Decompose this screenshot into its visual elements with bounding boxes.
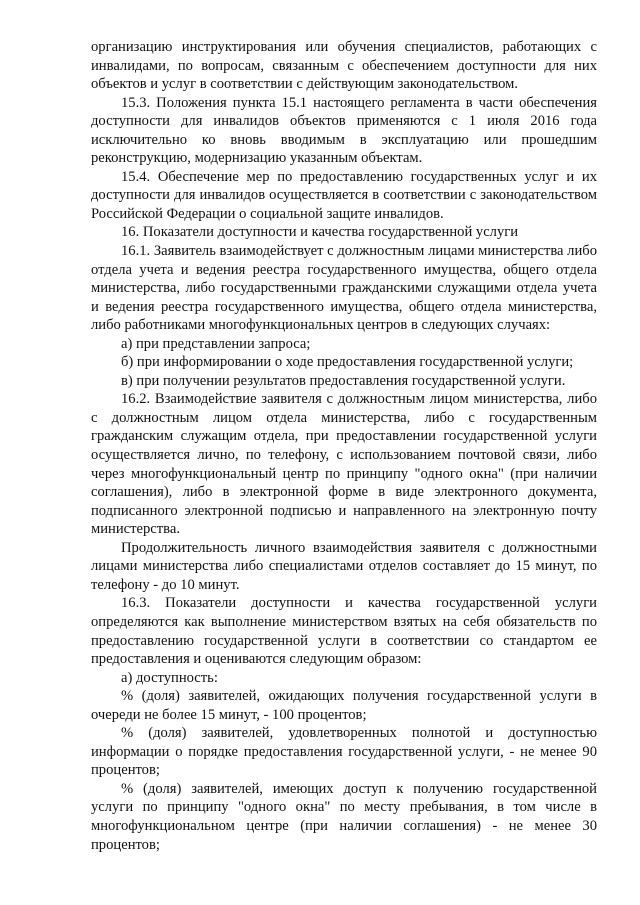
document-page <box>91 38 597 854</box>
paragraph-16-2: 16.2. Взаимодействие заявителя с должностным лицом министерства, либо с должностным лицом отдела министерства, либо с государственным гражданским служащим отдела, при предоставлении государственной услуги осуществляется лично, по телефону, с использованием почтовой связи, либо через многофункциональный центр по принципу "одного окна" (при наличии соглашения), либо в электронной форме в виде электронного документа, подписанного электронной подписью и направленного на электронную почту министерства. <box>91 391 597 538</box>
paragraph-15-3: 15.3. Положения пункта 15.1 настоящего регламента в части обеспечения доступности для инвалидов объектов применяются с 1 июля 2016 года исключительно ко вновь вводимым в эксплуатацию или прошедшим реконструкцию, модернизацию указанным объектам. <box>91 94 597 167</box>
section-heading-16: 16. Показатели доступности и качества государственной услуги <box>121 224 519 241</box>
list-item-a-accessibility: а) доступность: <box>121 669 218 686</box>
paragraph-16-3: 16.3. Показатели доступности и качества государственной услуги определяются как выполнение министерством взятых на себя обязательств по предоставлению государственной услуги в соответствии со стандартом ее предоставления и оцениваются следующим образом: <box>91 595 597 668</box>
list-item-b-informing: б) при информировании о ходе предоставления государственной услуги; <box>121 354 574 371</box>
paragraph-duration: Продолжительность личного взаимодействия заявителя с должностными лицами министерства либо специалистами отделов составляет до 15 минут, по телефону - до 10 минут. <box>91 539 597 593</box>
paragraph-satisfied-share: % (доля) заявителей, удовлетворенных полнотой и доступностью информации о порядке предоставления государственной услуги, - не менее 90 процентов; <box>91 725 597 779</box>
paragraph-16-1: 16.1. Заявитель взаимодействует с должностным лицами министерства либо отдела учета и ведения реестра государственного имущества, общего отдела министерства, либо государственными гражданскими служащими отдела учета и ведения реестра государственного имущества, общего отдела министерства, либо работниками многофункциональных центров в следующих случаях: <box>91 243 597 334</box>
paragraph-queue-share: % (доля) заявителей, ожидающих получения государственной услуги в очереди не более 15 минут, - 100 процентов; <box>91 688 597 723</box>
list-item-c-results: в) при получении результатов предоставления государственной услуги. <box>121 372 566 389</box>
paragraph-one-window-share: % (доля) заявителей, имеющих доступ к получению государственной услуги по принципу "одного окна" по месту пребывания, в том числе в многофункциональном центре (при наличии соглашения) - не менее 30 процентов; <box>91 780 597 853</box>
paragraph-training-specialists: организацию инструктирования или обучения специалистов, работающих с инвалидами, по вопросам, связанным с обеспечением доступности для них объектов и услуг в соответствии с действующим законодательством. <box>91 39 597 93</box>
paragraph-15-4: 15.4. Обеспечение мер по предоставлению государственных услуг и их доступности для инвалидов осуществляется в соответствии с законодательством Российской Федерации о социальной защите инвалидов. <box>91 168 597 222</box>
list-item-a-request: а) при представлении запроса; <box>121 335 311 352</box>
